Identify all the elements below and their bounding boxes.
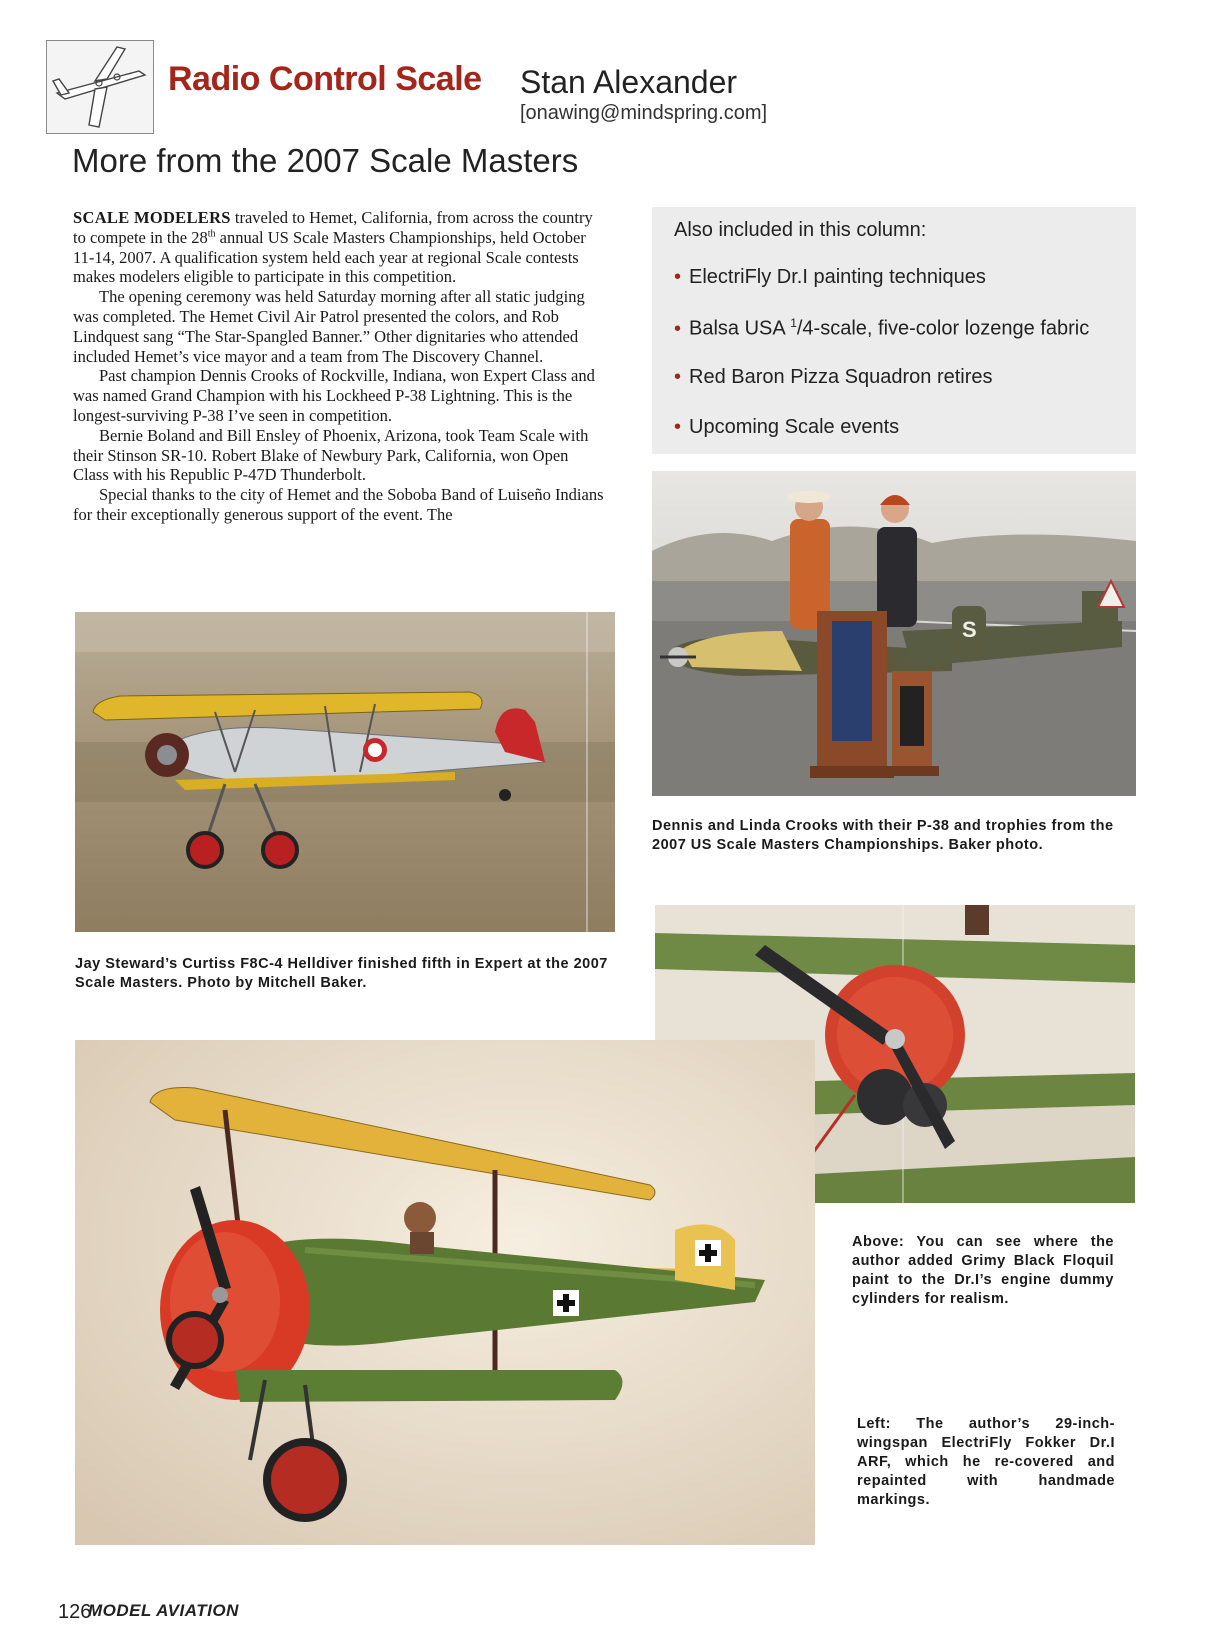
photo-curtiss-biplane [75,612,615,932]
paragraph-2: The opening ceremony was held Saturday morning after all static judging was completed. The Hemet Civil Air Patrol presented the colors, and Rob Lindquest sang “The Star-Spangled Banner.” Other dignitaries who attended included Hemet’s vice mayor and a team from The Discovery Channel. [73,287,585,366]
caption-p38: Dennis and Linda Crooks with their P-38 and trophies from the 2007 US Scale Masters Championships. Baker photo. [652,818,1114,853]
bullet-icon: • [674,416,682,438]
page-number: 126 [58,1601,92,1623]
airplane-icon [47,41,153,133]
column-logo [46,40,154,134]
article-body [73,208,605,525]
author-email[interactable]: [onawing@mindspring.com] [520,102,768,124]
magazine-name: MODEL AVIATION [88,1601,239,1620]
bullet-icon: • [674,366,682,388]
caption-engine: Above: You can see where the author added Grimy Black Floquil paint to the Dr.I’s engine dummy cylinders for realism. [852,1234,1114,1307]
sidebar-heading: Also included in this column: [674,219,927,241]
caption-triplane: Left: The author’s 29-inch-wingspan ElectriFly Fokker Dr.I ARF, which he re-covered and repainted with handmade markings. [857,1416,1115,1508]
article-headline: More from the 2007 Scale Masters [72,142,579,179]
sidebar-item: • Red Baron Pizza Squadron retires [674,366,993,388]
photo-p38-trophies [652,471,1136,796]
bullet-icon: • [674,266,682,288]
bullet-icon: • [674,317,682,340]
sidebar-item: • Upcoming Scale events [674,416,900,438]
sidebar-box [652,207,1136,454]
column-title: Radio Control Scale [168,60,482,98]
paragraph-1: SCALE MODELERS traveled to Hemet, California, from across the country to compete in the 28th annual US Scale Masters Championships, held October 11-14, 2007. A qualification system held each year at regional Scale contests makes modelers eligible to participate in this competition. [73,208,593,287]
author-name: Stan Alexander [520,64,738,100]
svg-text:S: S [962,617,977,642]
paragraph-4: Bernie Boland and Bill Ensley of Phoenix, Arizona, took Team Scale with their Stinson SR-10. Robert Blake of Newbury Park, California, won Open Class with his Republic P-47D Thunderbolt. [73,425,589,485]
sidebar-item: • Balsa USA $^1$/4-scale, five-color lozenge fabric [674,316,1090,340]
paragraph-3: Past champion Dennis Crooks of Rockville, Indiana, won Expert Class and was named Grand Champion with his Lockheed P-38 Lightning. This is the longest-surviving P-38 I’ve seen in competition. [73,366,595,425]
sidebar-item: • ElectriFly Dr.I painting techniques [674,266,986,288]
lead-in: SCALE MODELERS [73,208,231,227]
paragraph-5: Special thanks to the city of Hemet and the Soboba Band of Luiseño Indians for their exceptionally generous support of the event. The [73,485,604,524]
caption-biplane: Jay Steward’s Curtiss F8C-4 Helldiver finished fifth in Expert at the 2007 Scale Masters. Photo by Mitchell Baker. [75,956,608,991]
photo-fokker-triplane [75,1040,815,1545]
